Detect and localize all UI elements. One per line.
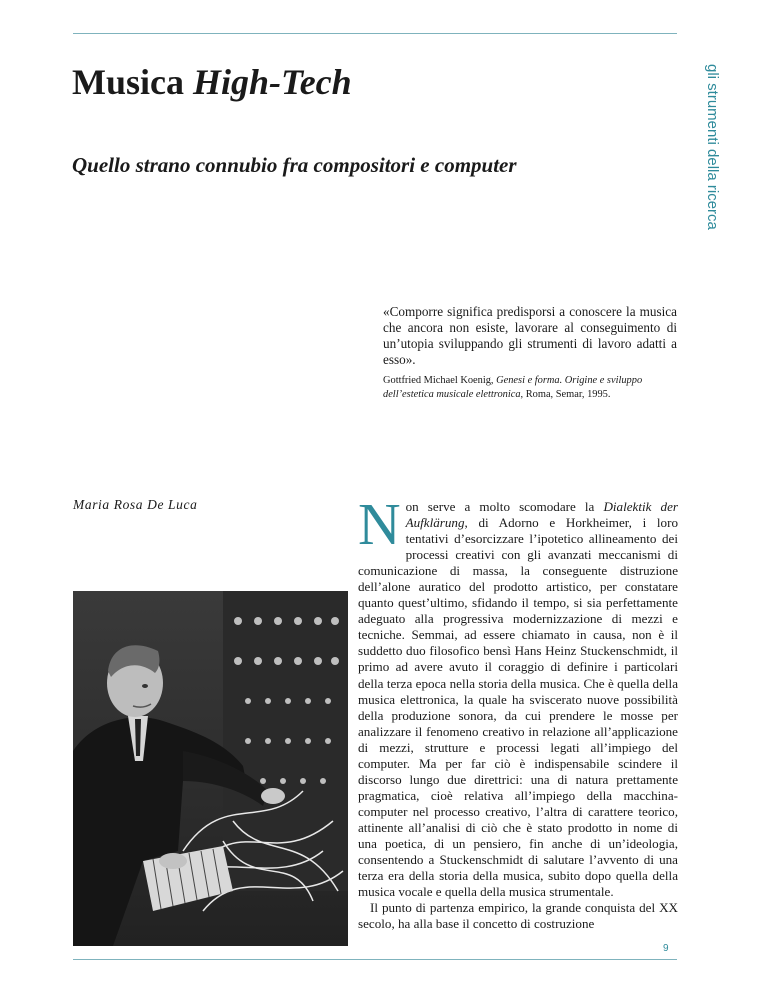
article-body <box>358 491 678 932</box>
author-name: Maria Rosa De Luca <box>73 497 198 512</box>
top-rule <box>73 33 677 34</box>
composer-at-synthesizer-photo <box>73 591 348 946</box>
body-p1-rest: , di Adorno e Horkheimer, i loro tentativi d’esorcizzare l’ipotetico allineamento dei processi creativi con gli avanzati meccanismi di comunicazione di massa, la conseguente distruzione dell’alone auratico del prodotto artistico, per constatare quanto quest’ultimo, sfidando il tempo, si sia perfettamente adeguato alla progressiva modernizzazione di mezzi e tecniche. Semmai, ad essere chiamato in causa, non è il suddetto duo filosofico bensì Hans Heinz Stuckenschmidt, il primo ad avere avuto il coraggio di definire i particolari della terza epoca nella storia della musica. Che è quella della musica elettronica, la quale ha sviscerato nuove possibilità della produzione sonora, da cui prendere le mosse per analizzare il fenomeno creativo in relazione all’applicazione di mezzi, strutture e processi legati all’impiego del computer. Ma per far ciò è indispensabile scindere il discorso lungo due direttrici: una di natura prettamente pragmatica, cioè relativa all’impiego della macchina-computer nel processo creativo, l’altra di carattere teorico, attinente all’analisi di ciò che è stato prodotto in nome di una poetica, di un pensiero, fin anche di un’ideologia, consentendo a Stuckenschmidt di salutare l’avvento di una terza era della storia della musica, subito dopo quella della musica vocale e quella della musica strumentale. <box>358 515 678 900</box>
citation-publisher: , Roma, Semar, 1995. <box>520 389 611 400</box>
page-title <box>72 60 352 104</box>
page-number: 9 <box>663 943 669 954</box>
body-p2: Il punto di partenza empirico, la grande conquista del XX secolo, ha alla base il concetto di costruzione <box>358 900 678 932</box>
citation-work: Genesi e forma. Origine e sviluppo dell’estetica musicale elettronica <box>383 375 643 400</box>
citation-author: Gottfried Michael Koenig, <box>383 375 494 386</box>
body-p1-work-title: Dialektik der Aufklärung <box>405 499 678 531</box>
photo-illustration <box>73 591 348 946</box>
title-italic: High-Tech <box>193 62 352 102</box>
epigraph: «Comporre significa predisporsi a conoscere la musica che ancora non esiste, lavorare al conseguimento di un’utopia sviluppando gli strumenti di lavoro adatti a esso». <box>383 304 677 367</box>
dropcap-letter: N <box>358 491 401 557</box>
subtitle: Quello strano connubio fra compositori e computer <box>72 153 517 177</box>
body-p1-start: on serve a molto scomodare la <box>405 499 604 514</box>
bottom-rule <box>73 959 677 960</box>
section-label: gli strumenti della ricerca <box>704 64 721 230</box>
title-main: Musica <box>72 62 184 102</box>
citation <box>383 374 677 402</box>
